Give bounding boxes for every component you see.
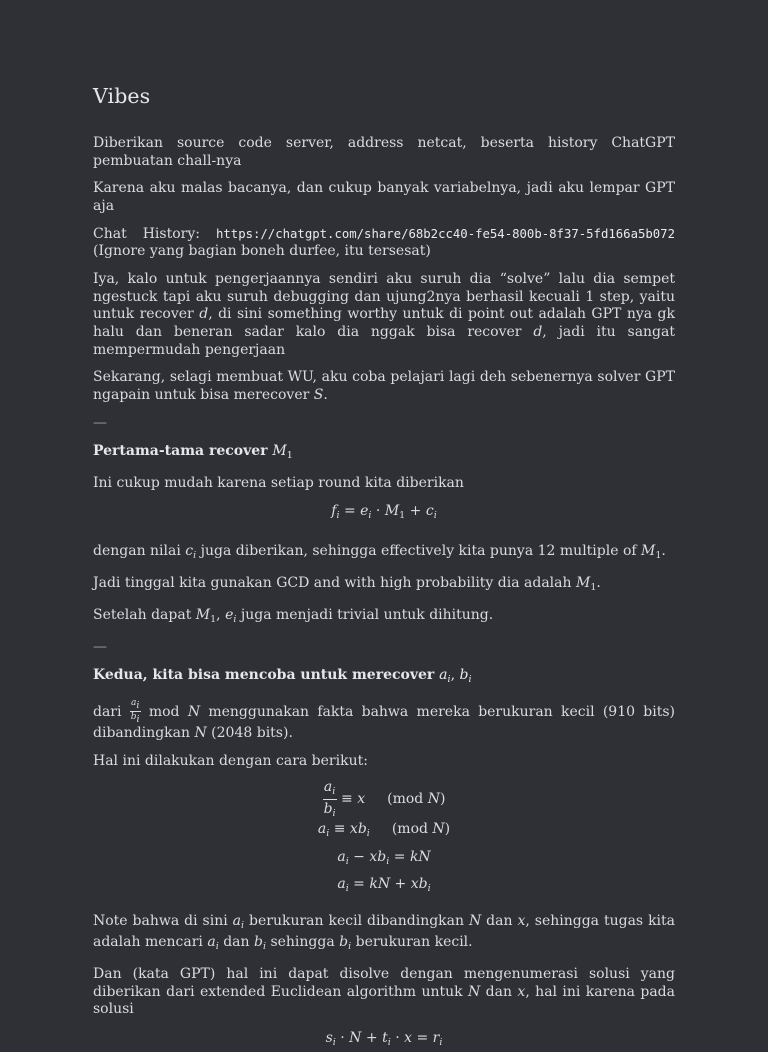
page-title: Vibes xyxy=(93,84,151,108)
paragraph-learn xyxy=(93,369,675,404)
math-d: d xyxy=(533,323,543,340)
text-run: Iya, kalo untuk pengerjaannya sendiri aku suruh dia “solve” lalu dia sempet ngestuck tapi aku suruh debugging dan ujung2nya berhasil kecuali 1 step, yaitu untuk recover xyxy=(93,271,675,323)
paragraph-intro: Diberikan source code server, address netcat, beserta history ChatGPT pembuatan chall-nya xyxy=(93,135,675,169)
equation-fi: $f_i = e_i \cdot M_1 + c_i$ xyxy=(331,503,437,522)
math-M1: $M_1$ xyxy=(272,442,293,461)
equation-line-4: $a_i$ = kN + $xb_i$ xyxy=(337,876,431,895)
text-run: . xyxy=(323,386,328,403)
math-ai-bi: $a_i$, $b_i$ xyxy=(439,666,472,685)
paragraph-from-ratio: dari $\frac{ai}{bi}$ mod N menggunakan fakta bahwa mereka berukuran kecil (910 bits) dibandingkan N (2048 bits). xyxy=(93,697,675,741)
equation-line-2: $a_i \equiv xb_i$ (mod N) xyxy=(317,821,451,840)
equation-line-3: $a_i - xb_i$ = kN xyxy=(337,848,431,867)
math-S: S xyxy=(313,386,324,403)
paragraph-multiples: dengan nilai $c_i$ juga diberikan, sehingga effectively kita punya 12 multiple of $M_1$. xyxy=(93,543,666,562)
chat-history-note: (Ignore yang bagian boneh durfee, itu tersesat) xyxy=(93,243,431,260)
paragraph-euclid: Dan (kata GPT) hal ini dapat disolve dengan mengenumerasi solusi yang diberikan dari extended Euclidean algorithm untuk N dan x, hal ini karena pada solusi xyxy=(93,966,675,1018)
paragraph-trivial: Setelah dapat $M_1$, $e_i$ juga menjadi trivial untuk dihitung. xyxy=(93,607,494,625)
separator: — xyxy=(93,638,107,655)
heading-text: Pertama-tama recover xyxy=(93,442,273,459)
paragraph-solve-story xyxy=(93,271,675,359)
equation-line-1: $\frac{a_i}{b_i}$ ≡ x (mod N) xyxy=(323,779,446,819)
paragraph-lazy: Karena aku malas bacanya, dan cukup banyak variabelnya, jadi aku lempar GPT aja xyxy=(93,180,675,214)
paragraph-gcd: Jadi tinggal kita gunakan GCD and with high probability dia adalah $M_1$. xyxy=(93,575,601,594)
text-run: Sekarang, selagi membuat WU, aku coba pelajari lagi deh sebenernya solver GPT ngapain untuk bisa merecover xyxy=(93,369,675,403)
heading-text: Kedua, kita bisa mencoba untuk merecover xyxy=(93,666,440,683)
section-heading-recover-m1 xyxy=(93,442,675,465)
text-run: , di sini something worthy untuk di point out adalah GPT nya gk halu dan beneran sadar kalo dia nggak bisa recover xyxy=(93,306,675,340)
paragraph-note: Note bahwa di sini $a_i$ berukuran kecil dibandingkan N dan x, sehingga tugas kita adalah mencari $a_i$ dan $b_i$ sehingga $b_i$ berukuran kecil. xyxy=(93,912,675,953)
paragraph-method: Hal ini dilakukan dengan cara berikut: xyxy=(93,752,368,769)
section-heading-recover-ab xyxy=(93,666,675,689)
paragraph-easy: Ini cukup mudah karena setiap round kita diberikan xyxy=(93,474,464,491)
equation-block-congruence xyxy=(93,780,675,901)
paragraph-chat-history xyxy=(93,226,675,261)
chat-history-label: Chat History: xyxy=(93,225,216,242)
math-d: d xyxy=(199,306,209,323)
chat-history-link[interactable]: https://chatgpt.com/share/68b2cc40-fe54-800b-8f37-5fd166a5b072 xyxy=(215,226,675,241)
separator: — xyxy=(93,414,107,431)
equation-euclid: $s_i \cdot N + t_i \cdot x = r_i$ xyxy=(325,1030,443,1049)
text-run: , jadi itu sangat mempermudah pengerjaan xyxy=(93,323,675,358)
fraction-ai-bi: $\frac{ai}{bi}$ xyxy=(130,697,140,726)
